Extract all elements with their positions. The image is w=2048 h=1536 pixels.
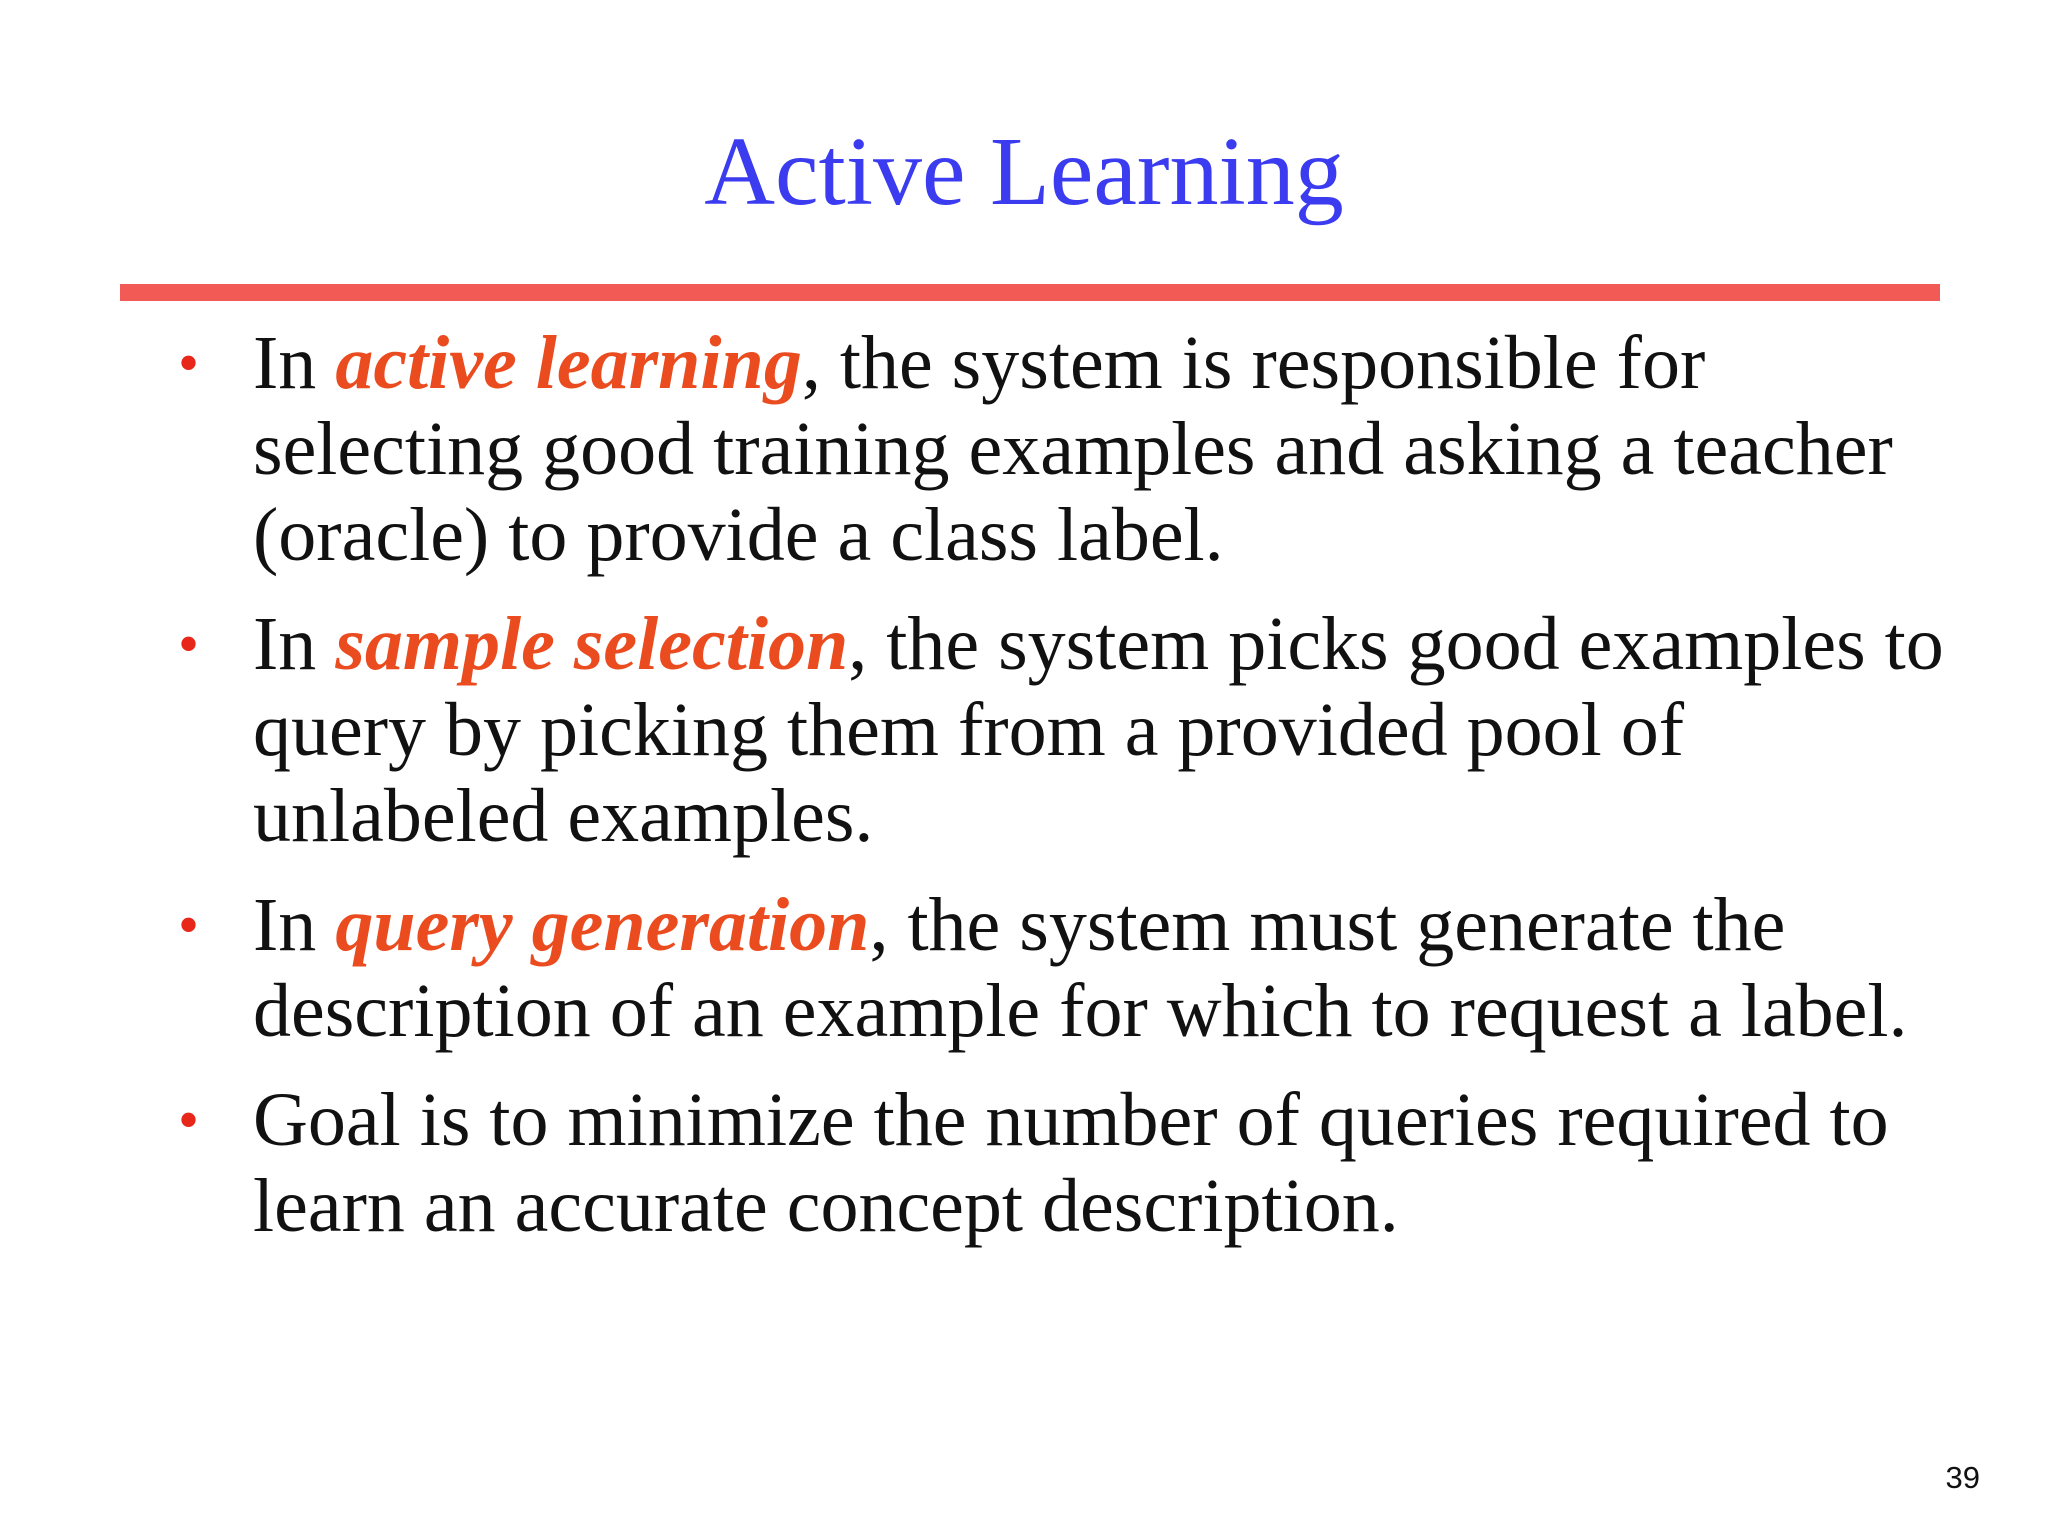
bullet-prefix: In [253,321,336,405]
bullet-icon: • [178,611,200,677]
bullet-icon: • [178,1087,200,1153]
highlighted-term: sample selection [335,602,849,686]
bullet-item-query-generation [0,882,2048,1054]
highlighted-term: query generation [335,883,870,967]
bullet-text: , the system picks good examples to query by picking them from a provided pool of unlabeled examples. [253,602,1944,858]
slide-title: Active Learning [704,118,1344,226]
bullet-text: , the system is responsible for selecting good training examples and asking a teacher (oracle) to provide a class label. [253,321,1893,577]
bullet-item-active-learning [0,320,2048,578]
title-divider [120,284,1940,301]
bullet-item-sample-selection [0,601,2048,859]
bullet-prefix: In [253,602,336,686]
bullet-text: , the system must generate the description of an example for which to request a label. [253,883,1908,1053]
bullet-icon: • [178,892,200,958]
bullet-prefix: In [253,883,336,967]
bullet-item-goal [0,1077,2048,1249]
bullet-icon: • [178,330,200,396]
bullet-list [0,320,2048,1272]
bullet-prefix: Goal is to minimize the number of queries required to learn an accurate concept description. [253,1078,1889,1248]
page-number: 39 [1945,1460,1980,1495]
highlighted-term: active learning [335,321,802,405]
